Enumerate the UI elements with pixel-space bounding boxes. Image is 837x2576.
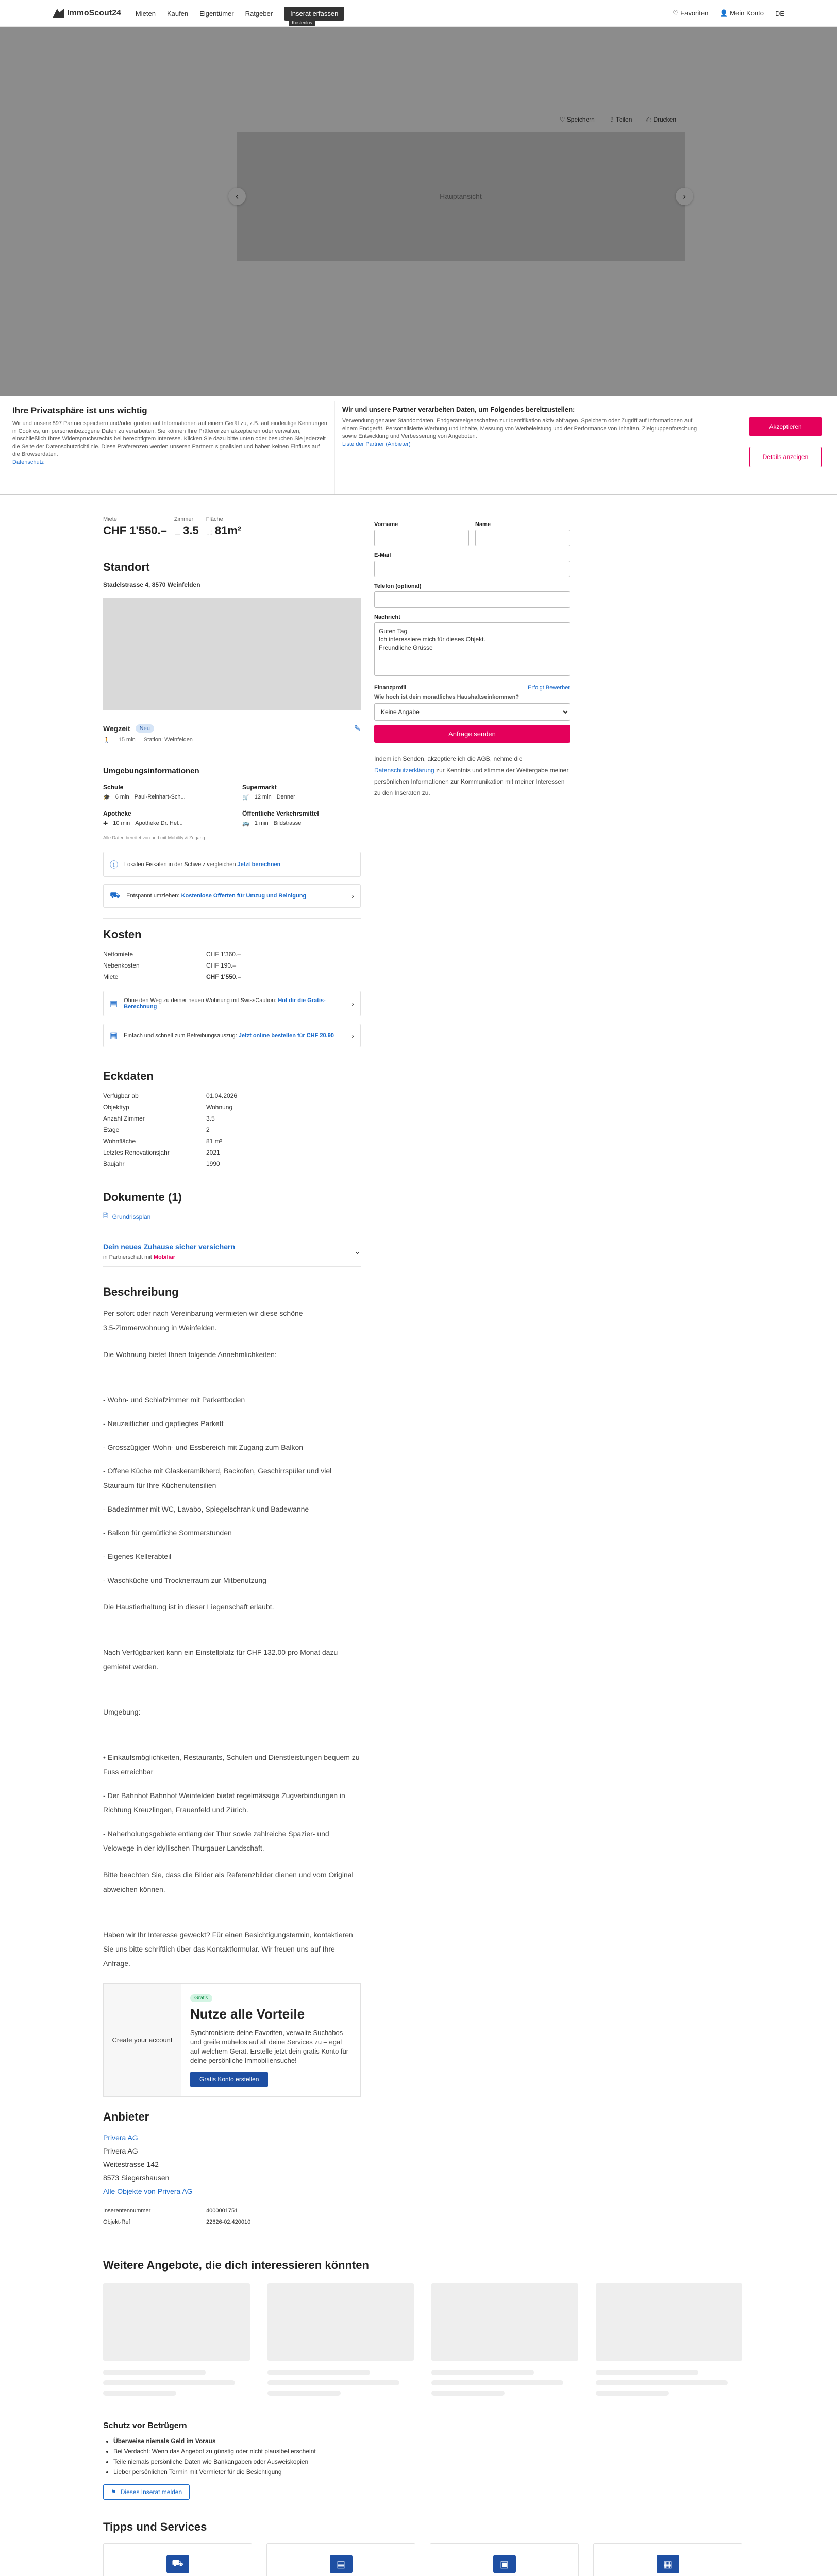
document-icon: ▦: [110, 1031, 118, 1040]
fact-key: Objekttyp: [103, 1104, 129, 1111]
overlay-backdrop: [0, 27, 837, 396]
cost-value: CHF 190.–: [206, 962, 237, 969]
surroundings-list: [103, 1750, 361, 1855]
account-promo: [103, 1983, 361, 2097]
consent-text: Wir und unsere 897 Partner speichern und/oder greifen auf Informationen auf einem Gerät zu, z.B. auf eindeutige Kennungen in Cookies, um personenbezogene Daten zu verarbeiten. Sie können Ihre Präferenzen akzeptieren oder verwalten, einschließlich Ihres Widerspruchsrechts bei berechtigtem Interesse. Klicken Sie dazu bitte unten oder besuchen Sie jederzeit die Seite der Datenschutzrichtlinie. Diese Präferenzen werden unseren Partnern signalisiert und haben keinen Einfluss auf die Browserdaten.: [12, 420, 327, 457]
similar-title: Weitere Angebote, die dich interessieren könnten: [103, 2259, 369, 2272]
description-p2: Die Wohnung bietet Ihnen folgende Annehmlichkeiten:: [103, 1350, 277, 1359]
transit-heading: Öffentliche Verkehrsmittel: [242, 810, 319, 817]
chevron-right-icon: ›: [351, 892, 354, 900]
fact-value: 3.5: [206, 1115, 215, 1122]
nav-inserat-erfassen[interactable]: [284, 7, 344, 25]
commute-row: [103, 737, 361, 743]
floorplan-label: Grundrissplan: [112, 1213, 151, 1221]
fact-value: Wohnung: [206, 1104, 233, 1111]
save-label: Speichern: [566, 116, 595, 123]
transit-name: Bildstrasse: [273, 820, 302, 826]
tip-icon: ▤: [330, 2555, 353, 2573]
supermarket-name: Denner: [276, 794, 295, 800]
consent-partners-link[interactable]: Liste der Partner (Anbieter): [342, 441, 411, 447]
chevron-right-icon: ›: [351, 999, 354, 1008]
transit-time: 1 min: [254, 820, 269, 826]
phone-input[interactable]: [374, 591, 570, 608]
description-pets: Die Haustierhaltung ist in dieser Liegenschaft erlaubt.: [103, 1603, 274, 1611]
pharmacy-time: 10 min: [113, 820, 130, 826]
tax-compare-box[interactable]: [103, 852, 361, 877]
amenity-item: - Balkon für gemütliche Sommerstunden: [103, 1529, 232, 1537]
surroundings-item: - Naherholungsgebiete entlang der Thur sowie zahlreiche Spazier- und Velowege in der idyllischen Thurgauer Landschaft.: [103, 1829, 329, 1852]
walk-icon: 🚶: [103, 737, 110, 743]
tip-card[interactable]: [593, 2543, 742, 2576]
map[interactable]: [103, 598, 361, 710]
promo-left-text: Create your account: [104, 1984, 181, 2096]
consent-banner: [0, 396, 837, 495]
legal-note-2: zur Kenntnis und stimme der Weitergabe meiner persönlichen Informationen zur Kommunikation mit meiner Interessen zu den Inseraten zu.: [374, 767, 569, 796]
fact-key: Wohnfläche: [103, 1138, 136, 1145]
fact-key: Etage: [103, 1126, 120, 1133]
lister-name[interactable]: Privera AG: [103, 2133, 138, 2142]
pharmacy-heading: Apotheke: [103, 810, 131, 817]
moving-link[interactable]: Kostenlose Offerten für Umzug und Reinigung: [181, 893, 307, 899]
file-icon: 🗎: [103, 1212, 108, 1219]
moving-text: Entspannt umziehen:: [126, 893, 180, 899]
address: [103, 581, 361, 588]
similar-section: [103, 2259, 742, 2576]
email-input[interactable]: [374, 561, 570, 577]
description-images-note: Bitte beachten Sie, dass die Bilder als Referenzbilder dienen und vom Original abweichen können.: [103, 1871, 354, 1893]
income-select[interactable]: [374, 703, 570, 721]
school-name: Paul-Reinhart-Sch...: [134, 794, 186, 800]
tips-title: Tipps und Services: [103, 2520, 207, 2533]
site-header: [0, 0, 837, 27]
insurance-sub: in Partnerschaft mit: [103, 1254, 152, 1260]
nav-badge: Kostenlos: [289, 20, 315, 26]
promo-text: Synchronisiere deine Favoriten, verwalte Suchabos und greife mühelos auf all deine Services zu – egal auf welchem Gerät. Erstelle jetzt dein gratis Konto für deine persönliche Immobiliensuche!: [190, 2029, 349, 2064]
chevron-right-icon: ›: [351, 1031, 354, 1040]
gallery-prev-icon[interactable]: ‹: [228, 188, 246, 205]
info-icon: ⓘ: [110, 861, 119, 870]
finance-status[interactable]: Erfolgt Bewerber: [528, 685, 570, 691]
finance-question: Wie hoch ist dein monatliches Haushaltseinkommen?: [374, 694, 520, 700]
ref-value: 4000001751: [206, 2208, 238, 2214]
fact-key: Anzahl Zimmer: [103, 1115, 145, 1122]
fraud-tip: • Bei Verdacht: Wenn das Angebot zu günstig oder nicht plausibel erscheint: [113, 2446, 742, 2456]
cart-icon: 🛒: [242, 794, 249, 801]
price-label: Miete: [103, 516, 117, 522]
fact-key: Baujahr: [103, 1160, 125, 1167]
tip-icon: ▦: [657, 2555, 679, 2573]
swisscaution-text: Ohne den Weg zu deiner neuen Wohnung mit SwissCaution:: [124, 997, 277, 1004]
commute-title: Wegzeit: [103, 724, 130, 733]
tax-text: Lokalen Fiskalen in der Schweiz vergleichen: [124, 861, 236, 868]
share-button[interactable]: ⇪ Teilen: [609, 116, 632, 123]
firstname-input[interactable]: [374, 530, 469, 546]
chevron-down-icon: ⌄: [354, 1247, 361, 1256]
bus-icon: 🚌: [242, 821, 249, 827]
promo-title: Nutze alle Vorteile: [190, 2006, 305, 2022]
supermarket-heading: Supermarkt: [242, 784, 277, 791]
docs-title: Dokumente (1): [103, 1191, 182, 1204]
location-title: Standort: [103, 561, 150, 573]
swisscaution-box[interactable]: [103, 991, 361, 1016]
facts-title: Eckdaten: [103, 1070, 154, 1082]
costs-title: Kosten: [103, 928, 142, 941]
tips-grid: [103, 2543, 742, 2576]
create-account-button[interactable]: Gratis Konto erstellen: [190, 2072, 268, 2087]
pharmacy-name: Apotheke Dr. Hel...: [135, 820, 183, 826]
fact-key: Verfügbar ab: [103, 1092, 139, 1099]
rooms-label: Zimmer: [174, 516, 194, 522]
contact-sidebar: [374, 516, 570, 2259]
privacy-link[interactable]: Datenschutzerklärung: [374, 767, 434, 774]
logo-mark-icon: [53, 9, 64, 18]
lister-company: Privera AG: [103, 2147, 138, 2155]
lastname-input[interactable]: [475, 530, 570, 546]
fraud-tip: • Lieber persönlichen Termin mit Vermieter für die Besichtigung: [113, 2467, 742, 2477]
supermarket-time: 12 min: [254, 794, 272, 800]
consent-details-button[interactable]: Details anzeigen: [749, 447, 822, 467]
tip-icon: ▣: [493, 2555, 516, 2573]
description-parking: Nach Verfügbarkeit kann ein Einstellplatz für CHF 132.00 pro Monat dazu gemietet werden.: [103, 1648, 338, 1671]
nav-kaufen[interactable]: Kaufen: [166, 9, 189, 18]
env-grid: [103, 784, 361, 827]
user-icon: 👤: [719, 9, 728, 17]
edit-icon[interactable]: ✎: [354, 724, 361, 733]
rooms-icon: ▦: [174, 528, 181, 536]
tip-card[interactable]: [266, 2543, 415, 2576]
key-figures: [103, 516, 361, 551]
betreibung-box[interactable]: [103, 1024, 361, 1047]
content-layout: [103, 495, 837, 2259]
fraud-tip: • Überweise niemals Geld im Voraus: [113, 2436, 742, 2446]
nav-inserat-label: Inserat erfassen: [290, 9, 339, 18]
report-label: Dieses Inserat melden: [120, 2488, 182, 2496]
send-button[interactable]: Anfrage senden: [374, 725, 570, 743]
tax-link[interactable]: Jetzt berechnen: [237, 861, 281, 868]
commute-time: 15 min: [118, 737, 136, 743]
cost-key: Nebenkosten: [103, 962, 140, 969]
fact-value: 2: [206, 1126, 210, 1133]
logo-text: ImmoScout24: [67, 9, 121, 18]
listing-card[interactable]: [103, 2283, 250, 2401]
main-column: [103, 516, 361, 2259]
betreibung-text: Einfach und schnell zum Betreibungsauszug:: [124, 1032, 237, 1039]
lister-title: Anbieter: [103, 2110, 149, 2123]
swisscaution-link[interactable]: Hol dir die Gratis-Berechnung: [124, 997, 326, 1010]
fraud-title: Schutz vor Betrügern: [103, 2421, 187, 2430]
cost-key: Miete: [103, 973, 119, 980]
ref-key: Inserentennummer: [103, 2208, 151, 2214]
commute-station: Station: Weinfelden: [143, 737, 193, 743]
consent-privacy-link[interactable]: Datenschutz: [12, 459, 44, 465]
fact-value: 2021: [206, 1149, 220, 1156]
fraud-list: [103, 2436, 742, 2477]
surroundings-item: - Der Bahnhof Bahnhof Weinfelden bietet regelmässige Zugverbindungen in Richtung Kreuzlingen, Frauenfeld und Zürich.: [103, 1791, 345, 1814]
env-note: Alle Daten bereitet von und mit Mobility & Zugang: [103, 835, 205, 840]
amenity-item: - Wohn- und Schlafzimmer mit Parkettboden: [103, 1396, 245, 1404]
print-label: Drucken: [653, 116, 676, 123]
costs-table: [103, 948, 361, 982]
cost-value: CHF 1'550.–: [206, 973, 241, 980]
account-label: Mein Konto: [730, 9, 764, 17]
area-value: 81m²: [214, 524, 242, 537]
address-text: Stadelstrasse 4, 8570 Weinfelden: [103, 581, 200, 588]
nav-ratgeber[interactable]: Ratgeber: [245, 9, 273, 18]
lister-street: Weitestrasse 142: [103, 2160, 159, 2168]
gallery-next-icon[interactable]: ›: [676, 188, 693, 205]
similar-cards: [103, 2283, 742, 2401]
school-icon: 🎓: [103, 794, 110, 801]
amenity-item: - Badezimmer mit WC, Lavabo, Spiegelschrank und Badewanne: [103, 1505, 309, 1513]
betreibung-link[interactable]: Jetzt online bestellen für CHF 20.90: [238, 1032, 334, 1039]
env-title: Umgebungsinformationen: [103, 767, 199, 775]
school-heading: Schule: [103, 784, 124, 791]
save-button[interactable]: ♡ Speichern: [559, 116, 595, 123]
brand-logo[interactable]: [53, 9, 121, 18]
truck-icon: ⛟: [110, 891, 121, 900]
insurance-cta[interactable]: [103, 1243, 361, 1267]
tip-card[interactable]: [430, 2543, 579, 2576]
cost-value: CHF 1'360.–: [206, 951, 241, 958]
contact-form: [374, 521, 570, 799]
amenity-item: - Waschküche und Trocknerraum zur Mitbenutzung: [103, 1576, 266, 1584]
description-intro-line2: 3.5-Zimmerwohnung in Weinfelden.: [103, 1324, 217, 1332]
email-label: E-Mail: [374, 552, 391, 558]
heart-icon: ♡: [672, 9, 679, 17]
lister-city: 8573 Siegershausen: [103, 2174, 170, 2182]
consent-mid-title: Wir und unsere Partner verarbeiten Daten, um Folgendes bereitzustellen:: [342, 405, 575, 413]
message-input[interactable]: [374, 622, 570, 676]
fact-value: 01.04.2026: [206, 1092, 238, 1099]
lister: [103, 2110, 361, 2228]
school-time: 6 min: [115, 794, 129, 800]
fact-key: Letztes Renovationsjahr: [103, 1149, 170, 1156]
obj-key: Objekt-Ref: [103, 2219, 130, 2225]
lastname-label: Name: [475, 521, 491, 528]
tip-icon: ⛟: [166, 2555, 189, 2573]
listing-card[interactable]: [596, 2283, 743, 2401]
amenity-item: - Offene Küche mit Glaskeramikherd, Backofen, Geschirrspüler und viel Stauraum für Ihre Küchenutensilien: [103, 1467, 332, 1489]
description: [103, 1285, 361, 1971]
commute-header: [103, 723, 361, 734]
consent-title: Ihre Privatsphäre ist uns wichtig: [12, 405, 147, 415]
phone-label: Telefon (optional): [374, 583, 422, 589]
lister-refs: [103, 2205, 361, 2228]
legal-note-1: Indem ich Senden, akzeptiere ich die AGB, nehme die: [374, 755, 523, 762]
fraud-section: [103, 2421, 742, 2520]
description-surroundings: Umgebung:: [103, 1708, 141, 1716]
promo-badge: Gratis: [190, 1994, 212, 2002]
consent-mid-text: Verwendung genauer Standortdaten. Endgeräteeigenschaften zur Identifikation aktiv abfragen. Speichern oder Zugriff auf Informationen auf einem Endgerät. Personalisierte Werbung und Inhalte, Messung von Werbeleistung und der Performance von Inhalten, Zielgruppenforschung sowie Entwicklung und Verbesserung von Angeboten.: [342, 418, 697, 439]
amenity-item: - Grosszügiger Wohn- und Essbereich mit Zugang zum Balkon: [103, 1443, 304, 1451]
insurance-brand: Mobiliar: [153, 1254, 175, 1260]
facts-table: [103, 1090, 361, 1170]
amenity-item: - Neuzeitlicher und gepflegtes Parkett: [103, 1419, 224, 1428]
floorplan-link[interactable]: [103, 1211, 361, 1222]
listing-card[interactable]: [267, 2283, 414, 2401]
legal-note: [374, 753, 570, 799]
fraud-tip: • Teile niemals persönliche Daten wie Bankangaben oder Ausweiskopien: [113, 2456, 742, 2467]
moving-box[interactable]: [103, 884, 361, 908]
favorites-label: Favoriten: [680, 9, 709, 17]
description-intro: [103, 1306, 361, 1335]
print-button[interactable]: ⎙ Drucken: [646, 116, 676, 123]
share-label: Teilen: [616, 116, 632, 123]
description-contact: Haben wir Ihr Interesse geweckt? Für einen Besichtigungstermin, kontaktieren Sie uns bitte schriftlich über das Kontaktformular. Wir freuen uns auf Ihre Anfrage.: [103, 1930, 353, 1968]
main-nav: [135, 7, 344, 25]
flag-icon: ⚑: [111, 2488, 116, 2496]
message-label: Nachricht: [374, 614, 400, 620]
commute-badge: Neu: [136, 724, 154, 733]
surroundings-item: • Einkaufsmöglichkeiten, Restaurants, Schulen und Dienstleistungen bequem zu Fuss erreichbar: [103, 1753, 360, 1776]
finance-label: Finanzprofil: [374, 685, 407, 691]
description-intro-line1: Per sofort oder nach Vereinbarung vermieten wir diese schöne: [103, 1309, 303, 1317]
amenity-item: - Eigenes Kellerabteil: [103, 1552, 172, 1561]
gallery-label: Hauptansicht: [440, 192, 482, 200]
lister-more-link[interactable]: Alle Objekte von Privera AG: [103, 2187, 193, 2195]
rooms-value: 3.5: [183, 524, 199, 537]
obj-value: 22626-02.420010: [206, 2219, 251, 2225]
price-value: CHF 1'550.–: [103, 524, 167, 537]
area-label: Fläche: [206, 516, 223, 522]
calculator-icon: ▤: [110, 999, 118, 1008]
consent-accept-button[interactable]: Akzeptieren: [749, 417, 822, 436]
pharmacy-icon: ✚: [103, 821, 108, 827]
fact-value: 81 m²: [206, 1138, 222, 1145]
language-switch[interactable]: DE: [775, 9, 784, 18]
nav-eigentuemer[interactable]: Eigentümer: [199, 9, 234, 18]
insurance-title: Dein neues Zuhause sicher versichern: [103, 1243, 235, 1251]
listing-card[interactable]: [431, 2283, 578, 2401]
fact-value: 1990: [206, 1160, 220, 1167]
description-title: Beschreibung: [103, 1285, 179, 1298]
account-link[interactable]: [719, 9, 764, 18]
favorites-link[interactable]: [673, 9, 708, 18]
firstname-label: Vorname: [374, 521, 398, 528]
tip-card[interactable]: [103, 2543, 252, 2576]
area-icon: ⬚: [206, 528, 213, 536]
cost-key: Nettomiete: [103, 951, 133, 958]
report-button[interactable]: [103, 2484, 190, 2500]
amenities-list: [103, 1393, 361, 1587]
nav-mieten[interactable]: Mieten: [135, 9, 156, 18]
